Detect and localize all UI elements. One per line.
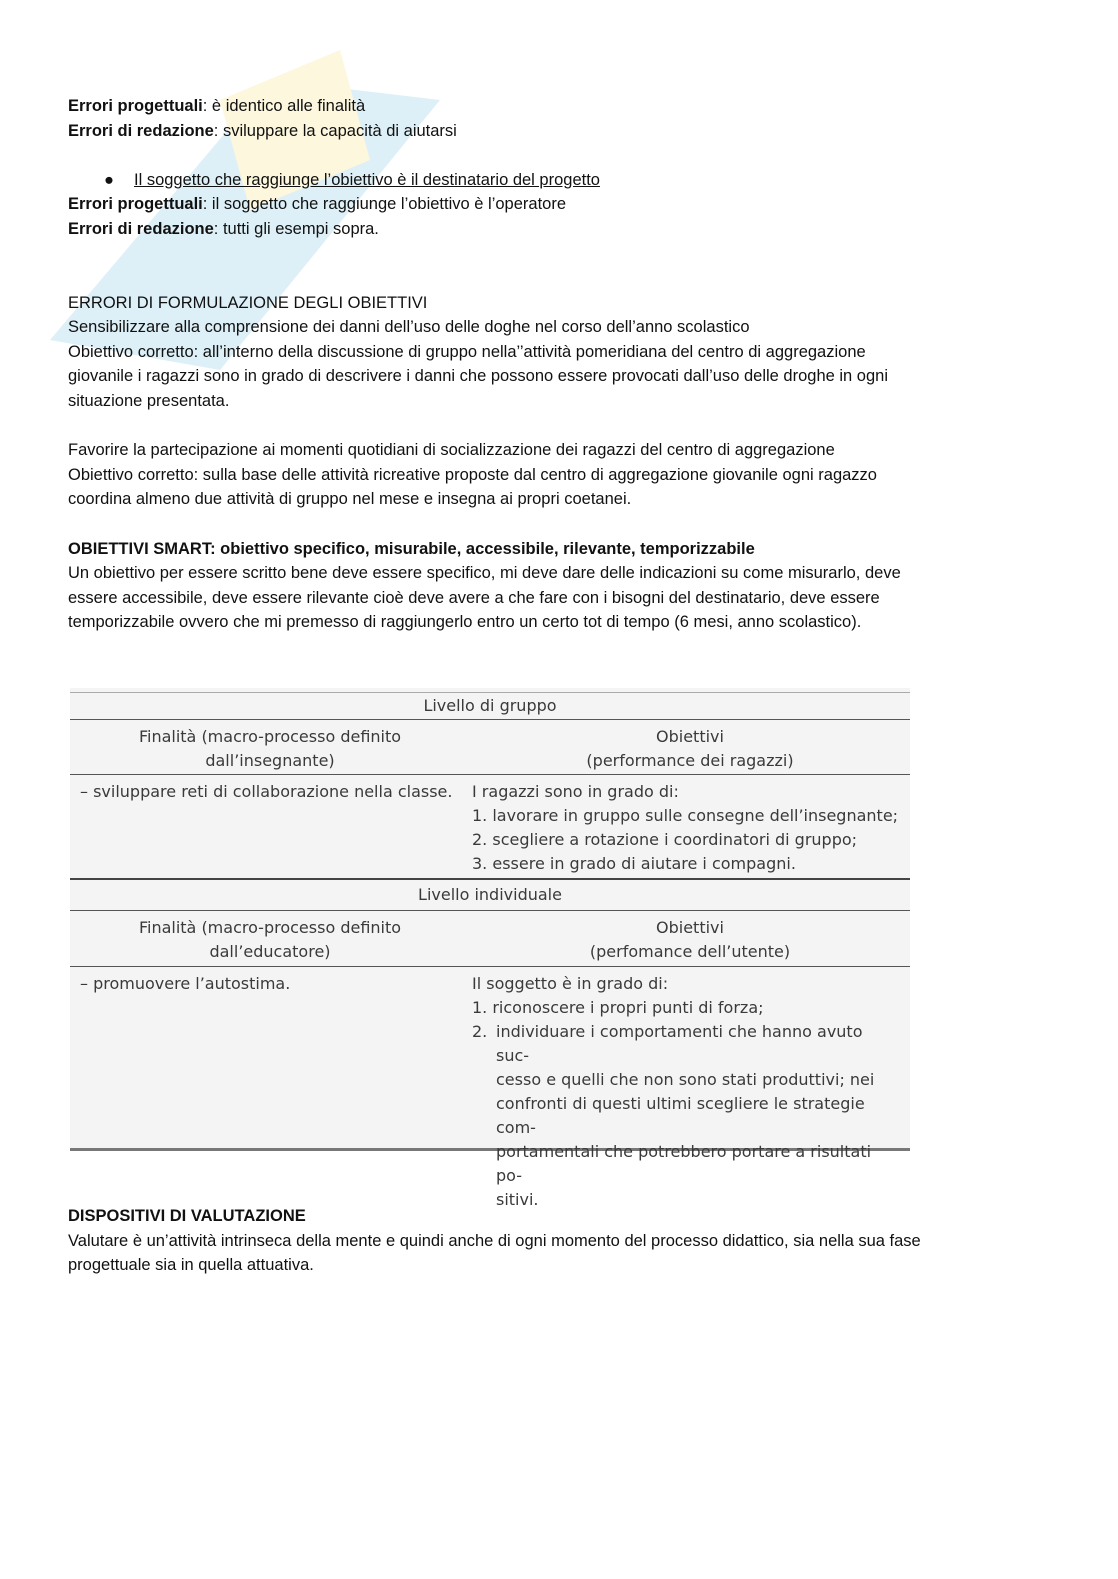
smart-line-3: temporizzabile ovvero che mi premesso di raggiungerlo entro un certo tot di tempo (6 mesi, anno scolastico).: [68, 613, 862, 632]
table-title-individual: Livello individuale: [418, 885, 562, 904]
document-body: [68, 94, 1048, 635]
example-2-correct-l2: coordina almeno due attività di gruppo nel mese e insegna ai propri coetanei.: [68, 490, 632, 509]
smart-line-2: essere accessibile, deve essere rilevante cioè deve avere a che fare con i bisogni del destinatario, deve essere: [68, 588, 880, 607]
group-finality: – sviluppare reti di collaborazione nella classe.: [80, 782, 453, 801]
individual-objective-item: 2. individuare i comportamenti che hanno avuto suc- cesso e quelli che non sono stati produttivi; nei confronti di questi ultimi scegliere le strategie com- portamentali che potrebbero portare a risultati po- sitivi.: [472, 1022, 875, 1209]
section-heading-valutazione: DISPOSITIVI DI VALUTAZIONE: [68, 1207, 306, 1225]
individual-finality: – promuovere l’autostima.: [80, 974, 291, 993]
smart-line-1: Un obiettivo per essere scritto bene deve essere specifico, mi deve dare delle indicazioni su come misurarlo, deve: [68, 564, 901, 583]
section-heading-smart: OBIETTIVI SMART: obiettivo specifico, misurabile, accessibile, rilevante, temporizzabile: [68, 539, 755, 558]
group-col2-header: Obiettivi (performance dei ragazzi): [586, 727, 794, 770]
valutazione-line-2: progettuale sia in quella attuativa.: [68, 1256, 314, 1275]
section-heading-errori: ERRORI DI FORMULAZIONE DEGLI OBIETTIVI: [68, 293, 428, 312]
group-objective-item: 3. essere in grado di aiutare i compagni.: [472, 854, 796, 873]
error-writing-line-1: Errori di redazione: sviluppare la capacità di aiutarsi: [68, 121, 457, 140]
individual-objectives: Il soggetto è in grado di: 1. riconoscere i propri punti di forza; 2. individuare i comportamenti che hanno avuto suc- cesso e quelli che non sono stati produttivi; nei confronti di questi ultimi scegliere le strategie com- portamentali che potrebbero portare a risultati po- sitivi.: [472, 972, 902, 1212]
individual-col2-header: Obiettivi (perfomance dell’utente): [589, 918, 791, 961]
objectives-table: [70, 688, 910, 1209]
group-objective-item: 2. scegliere a rotazione i coordinatori di gruppo;: [472, 830, 858, 849]
example-1-correct-l2: giovanile i ragazzi sono in grado di descrivere i danni che possono essere provocati dall’uso delle droghe in ogni: [68, 367, 889, 386]
bullet-icon: ●: [104, 170, 114, 189]
valutazione-line-1: Valutare è un’attività intrinseca della mente e quindi anche di ogni momento del processo didattico, sia nella sua fase: [68, 1231, 921, 1250]
group-objective-item: 1. lavorare in gruppo sulle consegne dell’insegnante;: [472, 806, 899, 825]
example-2-correct-l1: Obiettivo corretto: sulla base delle attività ricreative proposte dal centro di aggregazione giovanile ogni ragazzo: [68, 465, 877, 484]
valutazione-section: [68, 1204, 1048, 1278]
example-1-correct-l1: Obiettivo corretto: all’interno della discussione di gruppo nella’’attività pomeridiana del centro di aggregazione: [68, 342, 866, 361]
group-objectives: I ragazzi sono in grado di: 1. lavorare in gruppo sulle consegne dell’insegnante; 2. scegliere a rotazione i coordinatori di gruppo; 3. essere in grado di aiutare i compagni.: [472, 780, 898, 876]
group-col1-header: Finalità (macro-processo definito dall’insegnante): [138, 727, 402, 770]
example-1: Sensibilizzare alla comprensione dei danni dell’uso delle doghe nel corso dell’anno scolastico: [68, 318, 750, 337]
individual-objective-item: 1. riconoscere i propri punti di forza;: [472, 998, 764, 1017]
individual-col1-header: Finalità (macro-processo definito dall’educatore): [138, 918, 402, 961]
error-design-line-1: Errori progettuali: è identico alle finalità: [68, 97, 366, 115]
error-design-line-2: Errori progettuali: il soggetto che raggiunge l’obiettivo è l’operatore: [68, 195, 566, 214]
error-writing-line-2: Errori di redazione: tutti gli esempi sopra.: [68, 219, 379, 238]
example-2: Favorire la partecipazione ai momenti quotidiani di socializzazione dei ragazzi del centro di aggregazione: [68, 441, 835, 460]
table-title-group: Livello di gruppo: [423, 696, 557, 715]
bullet-item: ● Il soggetto che raggiunge l’obiettivo è il destinatario del progetto: [68, 168, 1048, 193]
example-1-correct-l3: situazione presentata.: [68, 391, 230, 410]
